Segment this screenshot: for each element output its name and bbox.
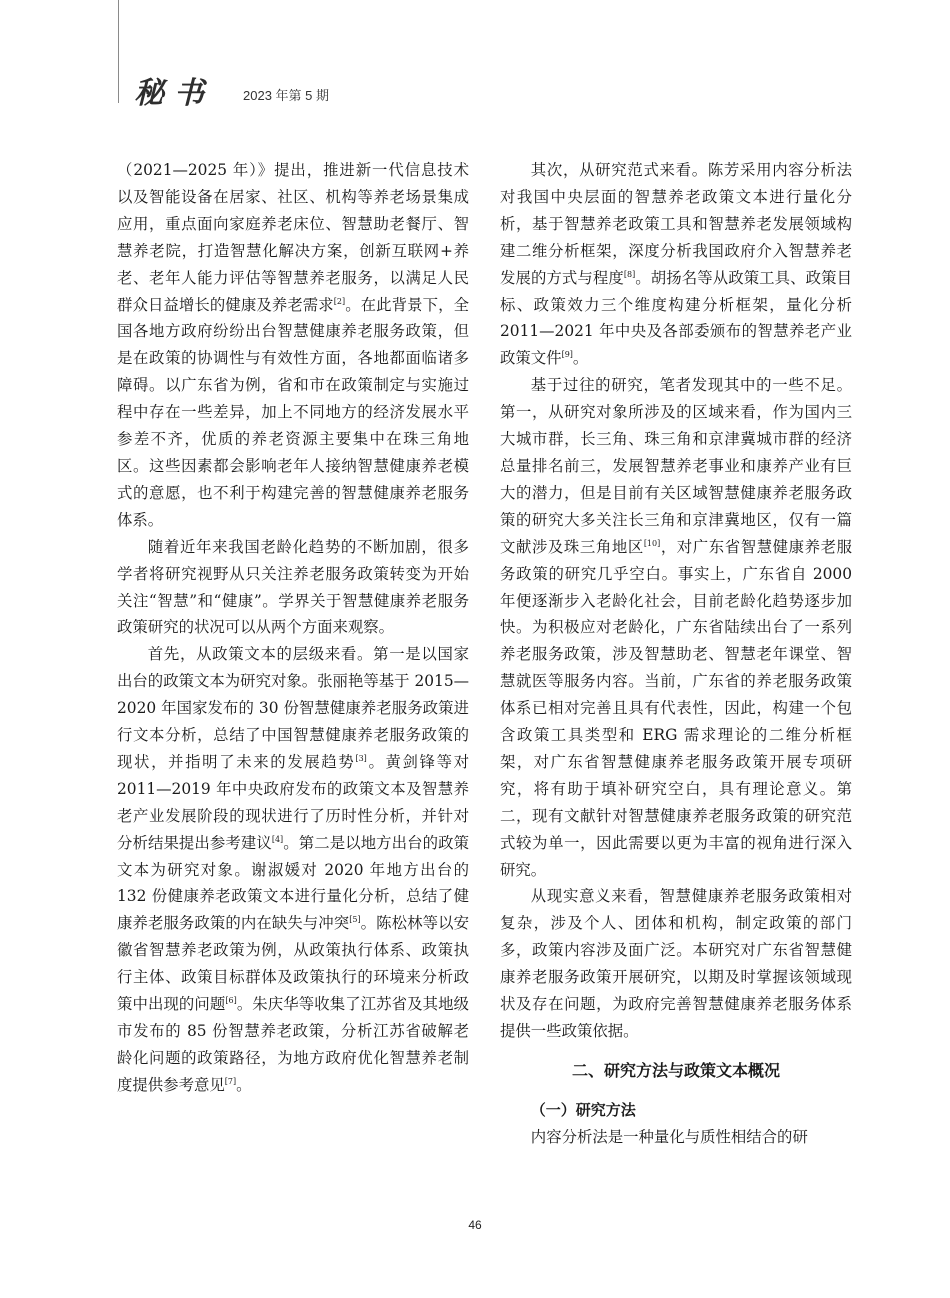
- issue-label: 2023 年第 5 期: [243, 88, 329, 103]
- left-column: [117, 157, 469, 1099]
- citation-ref: [6]: [225, 996, 237, 1006]
- citation-ref: [2]: [333, 296, 346, 306]
- citation-ref: [8]: [623, 269, 636, 279]
- section-heading: 二、研究方法与政策文本概况: [571, 1060, 780, 1080]
- journal-logo: 秘书: [134, 76, 214, 111]
- paragraph: （2021—2025 年）》提出，推进新一代信息技术以及智能设备在居家、社区、机构等养老场景集成应用，重点面向家庭养老床位、智慧助老餐厅、智慧养老院，打造智慧化解决方案，创新互联网+养老、老年人能力评估等智慧养老服务，以满足人民群众日益增长的健康及养老需求[2]。在此背景下，全国各地方政府纷纷出台智慧健康养老服务政策，但是在政策的协调性与有效性方面，各地都面临诸多障碍。以广东省为例，省和市在政策制定与实施过程中存在一些差异，加上不同地方的经济发展水平参差不齐，优质的养老资源主要集中在珠三角地区。这些因素都会影响老年人接纳智慧健康养老模式的意愿，也不利于构建完善的智慧健康养老服务体系。: [117, 161, 469, 529]
- citation-ref: [7]: [224, 1076, 237, 1086]
- right-column: [500, 157, 852, 1151]
- paragraph: 从现实意义来看，智慧健康养老服务政策相对复杂，涉及个人、团体和机构，制定政策的部门多，政策内容涉及面广泛。本研究对广东省智慧健康养老服务政策开展研究，以期及时掌握该领域现状及存在问题，为政府完善智慧健康养老服务体系提供一些政策依据。: [500, 887, 852, 1040]
- citation-ref: [4]: [271, 834, 284, 844]
- citation-ref: [3]: [355, 753, 367, 763]
- citation-ref: [9]: [561, 350, 573, 360]
- header-divider-line: [118, 0, 119, 103]
- paragraph: 随着近年来我国老龄化趋势的不断加剧，很多学者将研究视野从只关注养老服务政策转变为开始关注“智慧”和“健康”。学界关于智慧健康养老服务政策研究的状况可以从两个方面来观察。: [117, 537, 469, 637]
- citation-ref: [5]: [349, 915, 361, 925]
- page-number: 46: [468, 1218, 482, 1232]
- subsection-heading-line: [500, 1097, 852, 1124]
- paragraph: 内容分析法是一种量化与质性相结合的研: [530, 1127, 808, 1146]
- paragraph: 基于过往的研究，笔者发现其中的一些不足。第一，从研究对象所涉及的区域来看，作为国内三大城市群，长三角、珠三角和京津冀城市群的经济总量排名前三，发展智慧养老事业和康养产业有巨大的潜力，但是目前有关区域智慧健康养老服务政策的研究大多关注长三角和京津冀地区，仅有一篇文献涉及珠三角地区[10]，对广东省智慧健康养老服务政策的研究几乎空白。事实上，广东省自 2000 年便逐渐步入老龄化社会，目前老龄化趋势逐步加快。为积极应对老龄化，广东省陆续出台了一系列养老服务政策，涉及智慧助老、智慧老年课堂、智慧就医等服务内容。当前，广东省的养老服务政策体系已相对完善且具有代表性，因此，构建一个包含政策工具类型和 ERG 需求理论的二维分析框架，对广东省智慧健康养老服务政策开展专项研究，将有助于填补研究空白，具有理论意义。第二，现有文献针对智慧健康养老服务政策的研究范式较为单一，因此需要以更为丰富的视角进行深入研究。: [500, 376, 852, 879]
- paragraph: 其次，从研究范式来看。陈芳采用内容分析法对我国中央层面的智慧养老政策文本进行量化分析，基于智慧养老政策工具和智慧养老发展领域构建二维分析框架，深度分析我国政府介入智慧养老发展的方式与程度[8]。胡扬名等从政策工具、政策目标、政策效力三个维度构建分析框架，量化分析 2011—2021 年中央及各部委颁布的智慧养老产业政策文件[9]。: [500, 161, 852, 368]
- subsection-heading: （一）研究方法: [530, 1100, 636, 1119]
- paragraph: 首先，从政策文本的层级来看。第一是以国家出台的政策文本为研究对象。张丽艳等基于 2015—2020 年国家发布的 30 份智慧健康养老服务政策进行文本分析，总结了中国智慧健康养老服务政策的现状，并指明了未来的发展趋势[3]。黄剑锋等对 2011—2019 年中央政府发布的政策文本及智慧养老产业发展阶段的现状进行了历时性分析，并针对分析结果提出参考建议[4]。第二是以地方出台的政策文本为研究对象。谢淑媛对 2020 年地方出台的 132 份健康养老政策文本进行量化分析，总结了健康养老服务政策的内在缺失与冲突[5]。陈松林等以安徽省智慧养老政策为例，从政策执行体系、政策执行主体、政策目标群体及政策执行的环境来分析政策中出现的问题[6]。朱庆华等收集了江苏省及其地级市发布的 85 份智慧养老政策，分析江苏省破解老龄化问题的政策路径，为地方政府优化智慧养老制度提供参考意见[7]。: [117, 645, 469, 1094]
- citation-ref: [10]: [643, 538, 661, 548]
